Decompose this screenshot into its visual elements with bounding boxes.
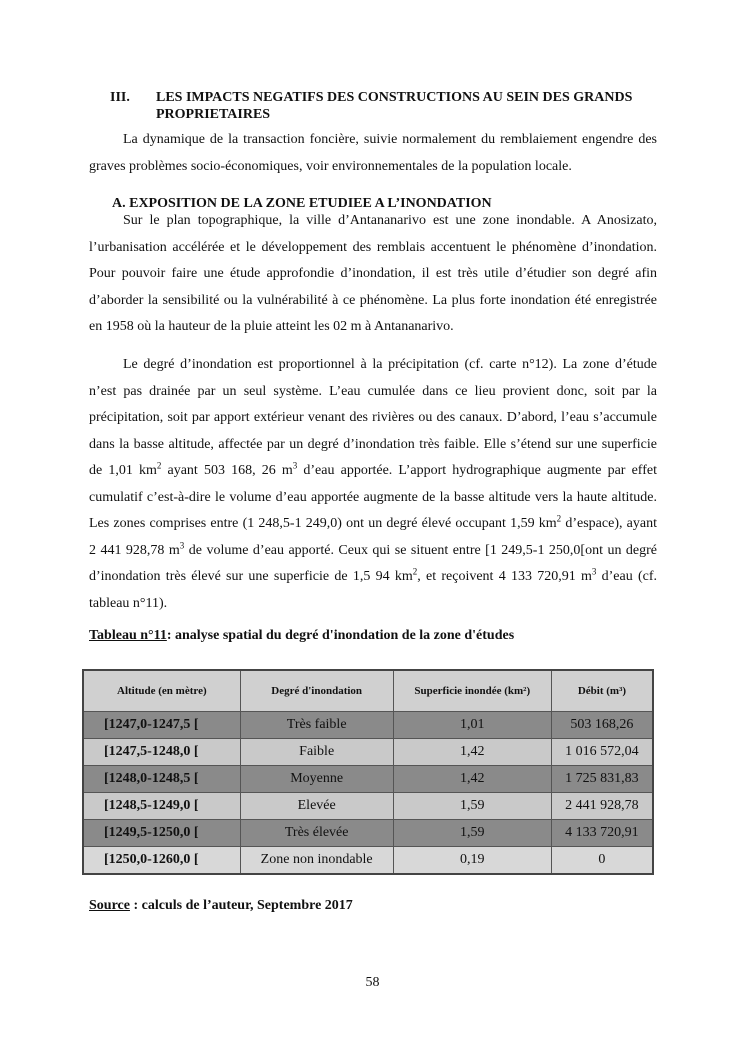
page-number: 58 — [365, 975, 380, 990]
header-area: Superficie inondée (km²) — [393, 670, 551, 712]
table-row — [83, 766, 653, 793]
cell-degree: Faible — [240, 739, 393, 766]
cell-flow: 0 — [551, 847, 653, 875]
cell-altitude: [1247,5-1248,0 [ — [83, 739, 240, 766]
cell-degree: Zone non inondable — [240, 847, 393, 875]
table-source — [89, 897, 353, 914]
table-row — [83, 820, 653, 847]
cell-area: 1,42 — [393, 739, 551, 766]
intro-paragraph: La dynamique de la transaction foncière, suivie normalement du remblaiement engendre des graves problèmes socio-économiques, voir environnementales de la population locale. — [89, 132, 657, 174]
cell-altitude: [1248,0-1248,5 [ — [83, 766, 240, 793]
table-row — [83, 793, 653, 820]
section-title: LES IMPACTS NEGATIFS DES CONSTRUCTIONS AU SEIN DES GRANDS PROPRIETAIRES — [156, 90, 633, 122]
header-degree: Degré d'inondation — [240, 670, 393, 712]
flood-table — [82, 669, 654, 875]
source-text: : calculs de l’auteur, Septembre 2017 — [129, 898, 353, 913]
cell-degree: Moyenne — [240, 766, 393, 793]
subsection-heading: A. EXPOSITION DE LA ZONE ETUDIEE A L’INONDATION — [112, 196, 492, 211]
cell-area: 1,59 — [393, 793, 551, 820]
cell-flow: 2 441 928,78 — [551, 793, 653, 820]
table-caption-text: : analyse spatial du degré d'inondation de la zone d'études — [166, 628, 515, 643]
table-caption — [89, 627, 514, 644]
section-heading — [110, 89, 650, 123]
cell-area: 1,59 — [393, 820, 551, 847]
paragraph-flood-degree: Le degré d’inondation est proportionnel à la précipitation (cf. carte n°12). La zone d’étude n’est pas drainée par un seul système. L’eau cumulée dans ce lieu provient donc, soit par la précipitation, soit par apport extérieur venant des rivières ou des canaux. D’abord, l’eau s’accumule dans la basse altitude, affectée par un degré d’inondation très faible. Elle s’étend sur une superficie de 1,01 $km^2$ ayant 503 168, 26 $m^3$ d’eau apportée. L’apport hydrographique augmente par effet cumulatif c’est-à-dire le volume d’eau apportée augmente de la basse altitude vers la haute altitude. Les zones comprises entre (1 248,5-1 249,0) ont un degré élevé occupant 1,59 $km^2$ d’espace), ayant 2 441 928,78 $m^3$ de volume d’eau apporté. Ceux qui se situent entre [1 249,5-1 250,0[ont un degré d’inondation très élevé sur une superficie de 1,5 94 $km^2$, et reçoivent 4 133 720,91 $m^3$ d’eau (cf. tableau n°11). — [89, 357, 658, 611]
header-flow: Débit (m³) — [551, 670, 653, 712]
cell-flow: 503 168,26 — [551, 712, 653, 739]
paragraph-topography: Sur le plan topographique, la ville d’Antananarivo est une zone inondable. A Anosizato, l’urbanisation accélérée et le développement des remblais accentuent le phénomène d’inondation. Pour pouvoir faire une étude approfondie d’inondation, il est très utile d’étudier son degré afin d’aborder la sensibilité ou la vulnérabilité à ce phénomène. La plus forte inondation été enregistrée en 1958 où la hauteur de la pluie atteint les 02 m à Antananarivo. — [89, 213, 657, 334]
table-row — [83, 739, 653, 766]
cell-altitude: [1248,5-1249,0 [ — [83, 793, 240, 820]
table-row — [83, 847, 653, 875]
section-number: III. — [110, 90, 130, 105]
cell-flow: 1 016 572,04 — [551, 739, 653, 766]
cell-area: 1,42 — [393, 766, 551, 793]
cell-altitude: [1247,0-1247,5 [ — [83, 712, 240, 739]
cell-area: 0,19 — [393, 847, 551, 875]
cell-degree: Très faible — [240, 712, 393, 739]
cell-flow: 1 725 831,83 — [551, 766, 653, 793]
cell-degree: Elevée — [240, 793, 393, 820]
cell-altitude: [1250,0-1260,0 [ — [83, 847, 240, 875]
cell-flow: 4 133 720,91 — [551, 820, 653, 847]
cell-area: 1,01 — [393, 712, 551, 739]
source-label: Source — [89, 898, 130, 913]
cell-degree: Très élevée — [240, 820, 393, 847]
table-row — [83, 712, 653, 739]
header-altitude: Altitude (en mètre) — [83, 670, 240, 712]
cell-altitude: [1249,5-1250,0 [ — [83, 820, 240, 847]
table-caption-label: Tableau n°11 — [89, 628, 167, 643]
table-header-row — [83, 670, 653, 712]
